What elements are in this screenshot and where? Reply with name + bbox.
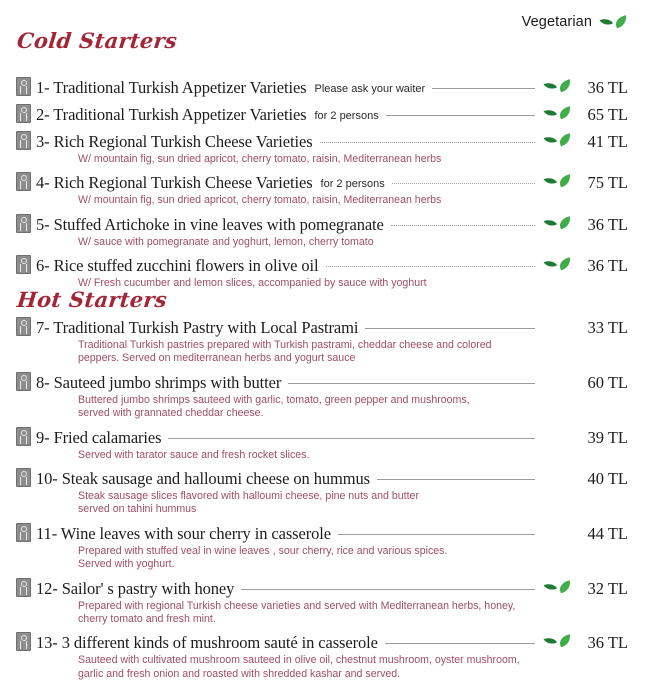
dish-marker-icon bbox=[16, 255, 31, 274]
menu-item bbox=[16, 128, 628, 166]
menu-item bbox=[16, 424, 628, 462]
menu-item-row bbox=[16, 314, 628, 338]
leader-line bbox=[326, 265, 536, 267]
menu-item-description-line: Prepared with stuffed veal in wine leaves , sour cherry, rice and various spices. bbox=[78, 544, 448, 557]
menu-item-name: 4- Rich Regional Turkish Cheese Varieties bbox=[36, 173, 313, 193]
vegetarian-legend bbox=[522, 14, 628, 30]
menu-item bbox=[16, 629, 628, 681]
leader-line bbox=[392, 182, 535, 184]
leader-line bbox=[288, 382, 535, 384]
menu-item-description-line: served on tahini hummus bbox=[78, 503, 197, 516]
menu-item-price: 32 TL bbox=[587, 578, 628, 598]
vegetarian-leaf-icon bbox=[542, 132, 574, 146]
dish-marker-icon bbox=[16, 468, 31, 487]
menu-item bbox=[16, 520, 628, 572]
dish-marker-icon bbox=[16, 77, 31, 96]
menu-item-price: 75 TL bbox=[587, 173, 628, 193]
menu-item-row bbox=[16, 369, 628, 393]
menu-item-qualifier: for 2 persons bbox=[320, 178, 385, 191]
menu-item-description bbox=[78, 448, 598, 462]
vegetarian-leaf-icon bbox=[542, 579, 574, 593]
menu-item bbox=[16, 169, 628, 207]
vegetarian-leaf-icon bbox=[542, 215, 574, 229]
dish-marker-icon bbox=[16, 317, 31, 336]
vegetarian-leaf-icon bbox=[542, 173, 574, 187]
menu-item-price: 36 TL bbox=[587, 214, 628, 234]
menu-item bbox=[16, 252, 628, 290]
dish-marker-icon bbox=[16, 172, 31, 191]
menu-item-name: 6- Rice stuffed zucchini flowers in olive oil bbox=[36, 256, 319, 276]
leader-line bbox=[432, 87, 535, 89]
menu-item-row bbox=[16, 252, 628, 276]
menu-item-description-line: W/ Fresh cucumber and lemon slices, accompanied by sauce with yoghurt bbox=[78, 277, 427, 290]
menu-item-name: 2- Traditional Turkish Appetizer Varieties bbox=[36, 105, 307, 124]
dish-marker-icon bbox=[16, 131, 31, 150]
menu-item-description-line: cherry tomato and fresh mint. bbox=[78, 613, 216, 626]
leader-line bbox=[241, 588, 535, 590]
dish-marker-icon bbox=[16, 578, 31, 597]
menu-item-description-line: Served with tarator sauce and fresh rocket slices. bbox=[78, 448, 310, 461]
leader-line bbox=[391, 224, 535, 226]
dish-marker-icon bbox=[16, 372, 31, 391]
menu-item-name: 11- Wine leaves with sour cherry in casserole bbox=[36, 523, 331, 543]
menu-item-row bbox=[16, 169, 628, 193]
menu-item-description-line: Prepared with regional Turkish cheese varieties and served with Mediterranean herbs, honey, bbox=[78, 599, 516, 612]
vegetarian-leaf-icon bbox=[542, 78, 574, 92]
menu-item-description bbox=[78, 152, 598, 166]
leader-line bbox=[385, 642, 535, 644]
menu-item-description-line: W/ sauce with pomegranate and yoghurt, lemon, cherry tomato bbox=[78, 235, 374, 248]
leaf-icon bbox=[598, 14, 628, 30]
leaf-slot-empty bbox=[542, 375, 574, 389]
menu-item-row bbox=[16, 211, 628, 235]
menu-item-description bbox=[78, 235, 598, 249]
dish-marker-icon bbox=[16, 632, 31, 651]
menu-item-price: 36 TL bbox=[587, 633, 628, 653]
menu-item bbox=[16, 369, 628, 421]
section-title-hot-starters: Hot Starters bbox=[15, 287, 169, 312]
menu-item-description-line: garlic and fresh onion and roasted with shredded kashar and served. bbox=[78, 667, 401, 680]
dish-marker-icon bbox=[16, 523, 31, 542]
menu-item-qualifier: Please ask your waiter bbox=[314, 83, 426, 95]
menu-item-description-line: Served with yoghurt. bbox=[78, 558, 175, 571]
menu-item-row bbox=[16, 520, 628, 544]
menu-item-description bbox=[78, 338, 598, 366]
vegetarian-leaf-icon bbox=[542, 633, 574, 647]
leader-line bbox=[377, 478, 535, 480]
menu-item-price: 36 TL bbox=[587, 256, 628, 276]
menu-item-description-line: Steak sausage slices flavored with halloumi cheese, pine nuts and butter bbox=[78, 490, 419, 503]
menu-item-description bbox=[78, 489, 598, 517]
vegetarian-leaf-icon bbox=[542, 105, 574, 119]
menu-item-price: 60 TL bbox=[587, 372, 628, 392]
leader-line bbox=[338, 533, 535, 535]
menu-item-row bbox=[16, 74, 628, 98]
menu-item bbox=[16, 101, 628, 125]
menu-item bbox=[16, 74, 628, 98]
leader-line bbox=[168, 437, 535, 439]
vegetarian-leaf-icon bbox=[542, 256, 574, 270]
menu-item-name: 3- Rich Regional Turkish Cheese Varieties bbox=[36, 132, 313, 151]
menu-item-description-line: served with grannated cheddar cheese. bbox=[78, 407, 264, 420]
leader-line bbox=[365, 327, 535, 329]
menu-item-name: 12- Sailor' s pastry with honey bbox=[36, 578, 235, 598]
leader-line bbox=[386, 114, 535, 116]
menu-item-row bbox=[16, 101, 628, 125]
menu-item bbox=[16, 314, 628, 366]
menu-item-price: 33 TL bbox=[587, 318, 628, 337]
menu-item bbox=[16, 211, 628, 249]
dish-marker-icon bbox=[16, 104, 31, 123]
menu-item-price: 41 TL bbox=[587, 132, 628, 151]
leaf-slot-empty bbox=[542, 471, 574, 485]
menu-item-name: 1- Traditional Turkish Appetizer Varieties bbox=[36, 78, 307, 97]
menu-item-row bbox=[16, 424, 628, 448]
menu-item-description-line: W/ mountain fig, sun dried apricot, cherry tomato, raisin, Mediterranean herbs bbox=[78, 153, 442, 165]
menu-item-price: 65 TL bbox=[587, 105, 628, 124]
menu-item-description bbox=[78, 193, 598, 207]
menu-item-description-line: Sauteed with cultivated mushroom sauteed in olive oil, chestnut mushroom, oyster mushroom, bbox=[78, 654, 520, 667]
menu-item-description-line: peppers. Served on mediterranean herbs and yogurt sauce bbox=[78, 352, 356, 365]
menu-item-description bbox=[78, 653, 598, 681]
menu-item-qualifier: for 2 persons bbox=[314, 110, 379, 122]
menu-item-row bbox=[16, 128, 628, 152]
leaf-slot-empty bbox=[542, 526, 574, 540]
vegetarian-legend-label: Vegetarian bbox=[521, 14, 592, 30]
leaf-slot-empty bbox=[542, 320, 574, 334]
menu-item-description bbox=[78, 599, 598, 627]
leader-line bbox=[320, 141, 535, 143]
menu-item-price: 39 TL bbox=[587, 427, 628, 447]
menu-item-price: 40 TL bbox=[587, 469, 628, 489]
dish-marker-icon bbox=[16, 427, 31, 446]
menu-section-cold-starters bbox=[16, 74, 628, 294]
menu-item bbox=[16, 465, 628, 517]
leaf-slot-empty bbox=[542, 430, 574, 444]
menu-item-row bbox=[16, 575, 628, 599]
menu-item-description bbox=[78, 544, 598, 572]
menu-item-name: 13- 3 different kinds of mushroom sauté in casserole bbox=[36, 633, 378, 653]
menu-item bbox=[16, 575, 628, 627]
menu-item-row bbox=[16, 465, 628, 489]
section-title-cold-starters: Cold Starters bbox=[15, 28, 179, 53]
menu-item-description bbox=[78, 393, 598, 421]
menu-item-price: 36 TL bbox=[587, 78, 628, 97]
menu-item-description-line: W/ mountain fig, sun dried apricot, cherry tomato, raisin, Mediterranean herbs bbox=[78, 194, 442, 207]
menu-item-name: 10- Steak sausage and halloumi cheese on hummus bbox=[36, 469, 370, 489]
menu-item-description-line: Traditional Turkish pastries prepared with Turkish pastrami, cheddar cheese and colored bbox=[78, 339, 492, 351]
menu-item-name: 9- Fried calamaries bbox=[36, 427, 162, 447]
menu-item-name: 5- Stuffed Artichoke in vine leaves with pomegranate bbox=[36, 214, 384, 234]
menu-item-name: 7- Traditional Turkish Pastry with Local Pastrami bbox=[36, 318, 359, 337]
dish-marker-icon bbox=[16, 214, 31, 233]
menu-item-price: 44 TL bbox=[587, 523, 628, 543]
menu-section-hot-starters bbox=[16, 314, 628, 684]
menu-item-description-line: Buttered jumbo shrimps sauteed with garlic, tomato, green pepper and mushrooms, bbox=[78, 393, 470, 406]
menu-item-name: 8- Sauteed jumbo shrimps with butter bbox=[36, 372, 282, 392]
